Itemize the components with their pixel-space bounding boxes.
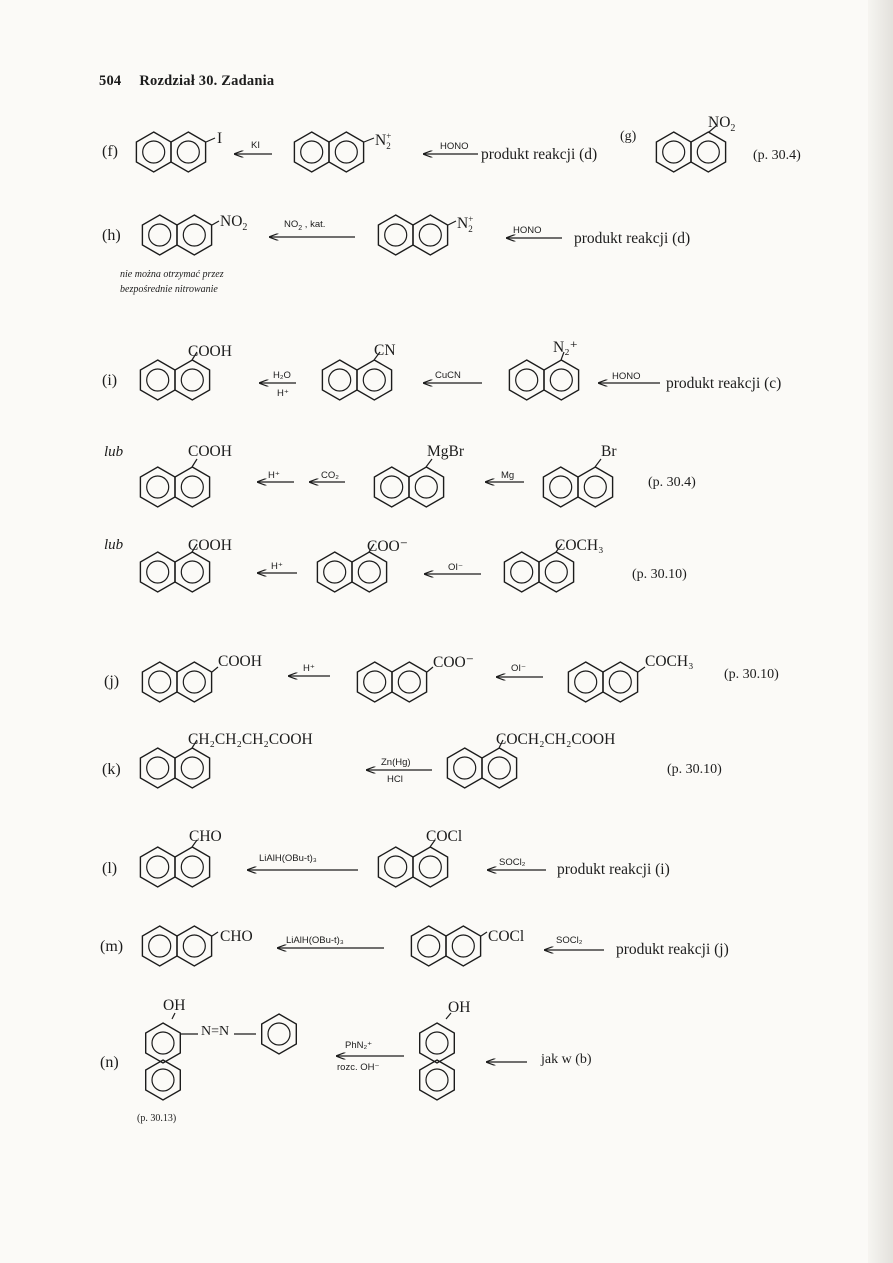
reagent-hono-f: HONO <box>440 141 469 152</box>
reagent-lialh-l: LiAlH(OBu-t)₃ <box>259 853 317 864</box>
coch3-lub2: COCH₃ <box>555 537 604 554</box>
naphthalene-j-3 <box>568 662 637 702</box>
naphthalene-k-1 <box>140 748 209 788</box>
source-l: produkt reakcji (i) <box>557 861 670 878</box>
naphthalene-m-2 <box>411 926 480 966</box>
cocl-m: COCl <box>488 928 525 945</box>
label-g: (g) <box>620 129 637 144</box>
cooh-lub2: COOH <box>188 537 232 554</box>
naphthalene-l-1 <box>140 847 209 887</box>
diazonium-f: $N^+_2$ <box>375 131 392 152</box>
coch3-j: COCH₃ <box>645 653 694 670</box>
reagent-socl2-l: SOCl₂ <box>499 857 526 868</box>
cn-i: CN <box>374 342 396 359</box>
reagent-hcl: HCl <box>387 774 403 785</box>
mgbr-lub1: MgBr <box>427 443 465 460</box>
cho-m: CHO <box>220 928 253 945</box>
oh-n-right: OH <box>448 999 471 1016</box>
label-j: (j) <box>104 673 120 690</box>
naphthalene-i-3 <box>509 360 578 400</box>
naphthalene-lub2-1 <box>140 552 209 592</box>
naphthalene-j-1 <box>142 662 211 702</box>
reagent-h-plus-j: H⁺ <box>303 663 315 674</box>
reagent-mg: Mg <box>501 470 515 481</box>
coo-minus-lub2: COO⁻ <box>367 538 408 555</box>
reagent-h-plus: H⁺ <box>277 388 289 399</box>
naphthalene-j-2 <box>357 662 426 702</box>
ref-lub2: (p. 30.10) <box>632 567 687 582</box>
note-h: nie można otrzymać przez bezpośrednie nitrowanie <box>120 269 224 295</box>
naphthalene-lub1-1 <box>140 467 209 507</box>
naphthalene-i-2 <box>322 360 391 400</box>
reagent-phn2: PhN₂⁺ <box>345 1040 373 1051</box>
naphthol-ring-bottom <box>420 1060 455 1100</box>
naphthol-ring-top <box>420 1023 455 1063</box>
label-k: (k) <box>102 761 121 778</box>
label-l: (l) <box>102 860 118 877</box>
cocl-l: COCl <box>426 828 463 845</box>
naphthalene-lub1-3 <box>543 467 612 507</box>
reagent-hono-i: HONO <box>612 371 641 382</box>
ref-k: (p. 30.10) <box>667 762 722 777</box>
oh-n-left: OH <box>163 997 186 1014</box>
ref-f: (p. 30.4) <box>753 148 801 163</box>
reagent-dil-oh: rozc. OH⁻ <box>337 1062 380 1073</box>
ketoacid-chain-k: COCH₂CH₂COOH <box>496 731 616 748</box>
reagent-h-plus-lub1: H⁺ <box>268 470 280 481</box>
reagent-cucn: CuCN <box>435 370 461 381</box>
source-m: produkt reakcji (j) <box>616 941 729 958</box>
reagent-oi-lub2: OI⁻ <box>448 562 464 573</box>
naphthalene-f-mid <box>294 132 363 172</box>
cooh-j: COOH <box>218 653 262 670</box>
naphthalene-h-left <box>142 215 211 255</box>
nitro-h: $NO_2$ <box>220 213 248 234</box>
source-i: produkt reakcji (c) <box>666 375 782 392</box>
source-h: produkt reakcji (d) <box>574 230 691 247</box>
chapter-title: Rozdział 30. Zadania <box>139 73 275 89</box>
naphthalene-m-1 <box>142 926 211 966</box>
reagent-lialh-m: LiAlH(OBu-t)₃ <box>286 935 344 946</box>
naphthalene-lub2-2 <box>317 552 386 592</box>
naphthalene-l-2 <box>378 847 447 887</box>
reagent-ki: KI <box>251 140 260 151</box>
source-n: jak w (b) <box>541 1052 592 1067</box>
naphthol-azo-ring-top <box>146 1023 181 1063</box>
label-n: (n) <box>100 1054 119 1071</box>
label-h: (h) <box>102 227 121 244</box>
substituent-iodo: I <box>217 130 223 147</box>
label-lub-1: lub <box>104 444 124 460</box>
naphthalene-h-mid <box>378 215 447 255</box>
reagent-h-plus-lub2: H⁺ <box>271 561 283 572</box>
ref-lub1: (p. 30.4) <box>648 475 696 490</box>
br-lub1: Br <box>601 443 617 460</box>
naphthalene-k-2 <box>447 748 516 788</box>
reagent-co2: CO₂ <box>321 470 339 481</box>
reagent-hono-h: HONO <box>513 225 542 236</box>
diazonium-h: $N^+_2$ <box>457 214 474 235</box>
reagent-h2o: H₂O <box>273 370 291 381</box>
ref-n: (p. 30.13) <box>137 1113 177 1124</box>
cho-l: CHO <box>189 828 222 845</box>
cooh-lub1: COOH <box>188 443 232 460</box>
label-i: (i) <box>102 372 118 389</box>
azo-group: N=N <box>201 1024 230 1039</box>
reagent-no2-kat: $NO_2$ , kat. <box>284 219 326 232</box>
phenyl-ring <box>262 1014 297 1054</box>
label-lub-2: lub <box>104 537 124 553</box>
reagent-socl2-m: SOCl₂ <box>556 935 583 946</box>
nitro-g: $NO_2$ <box>708 114 736 135</box>
butyric-chain-k: CH₂CH₂CH₂COOH <box>188 731 313 748</box>
page-number: 504 <box>99 73 122 89</box>
cooh-i: COOH <box>188 343 232 360</box>
naphthalene-f-left <box>136 132 205 172</box>
diazonium-i: N₂⁺ <box>553 339 578 356</box>
ref-j: (p. 30.10) <box>724 667 779 682</box>
naphthol-azo-ring-bottom <box>146 1060 181 1100</box>
naphthalene-lub1-2 <box>374 467 443 507</box>
naphthalene-i-1 <box>140 360 209 400</box>
label-m: (m) <box>100 938 124 955</box>
naphthalene-f-right <box>656 132 725 172</box>
reagent-zn-hg: Zn(Hg) <box>381 757 411 768</box>
label-f: (f) <box>102 143 118 160</box>
naphthalene-lub2-3 <box>504 552 573 592</box>
coo-minus-j: COO⁻ <box>433 654 474 671</box>
source-f: produkt reakcji (d) <box>481 146 598 163</box>
reagent-oi-j: OI⁻ <box>511 663 527 674</box>
